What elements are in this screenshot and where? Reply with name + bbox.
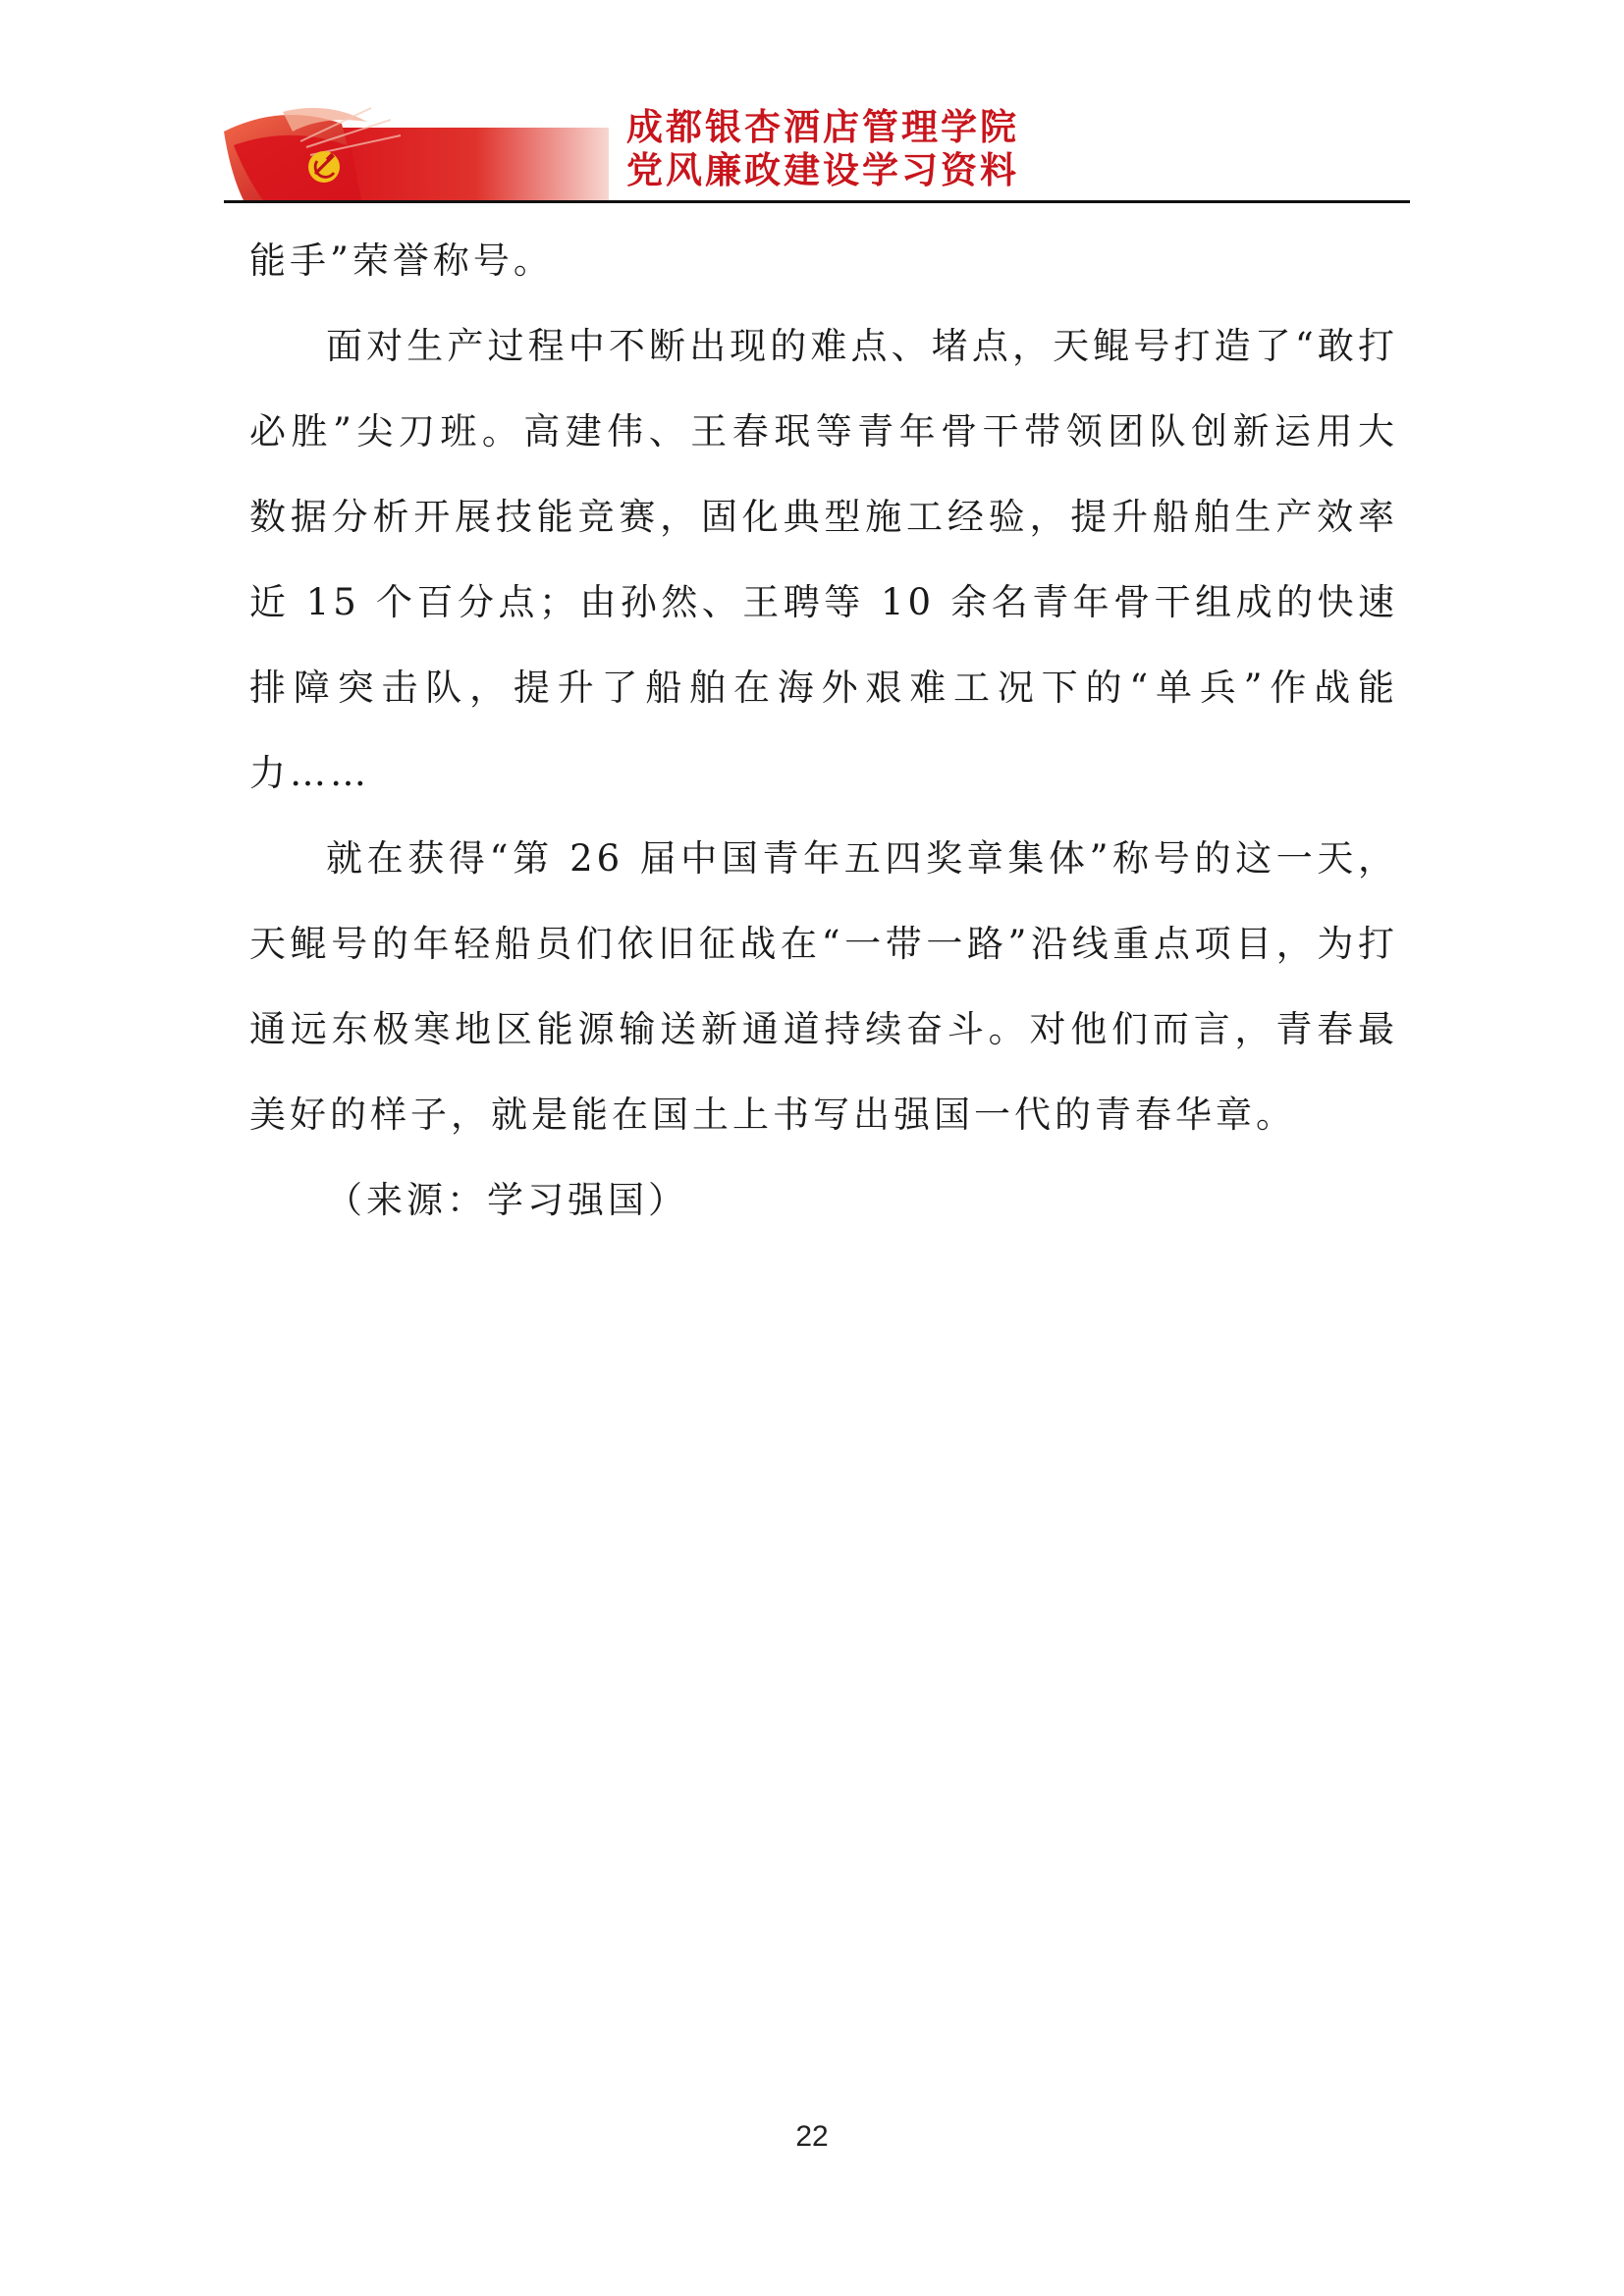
header-titles xyxy=(626,106,1402,192)
header-title-subject: 党风廉政建设学习资料 xyxy=(626,149,1019,191)
paragraph-award-day: 就在获得“第 26 届中国青年五四奖章集体”称号的这一天，天鲲号的年轻船员们依旧征战在“一带一路”沿线重点项目，为打通远东极寒地区能源输送新通道持续奋斗。对他们而言，青春最美好的样子，就是能在国土上书写出强国一代的青春华章。 xyxy=(249,837,1398,1136)
article-body xyxy=(249,218,1398,1243)
paragraph-team-achievements: 面对生产过程中不断出现的难点、堵点，天鲲号打造了“敢打必胜”尖刀班。高建伟、王春珉等青年骨干带领团队创新运用大数据分析开展技能竞赛，固化典型施工经验，提升船舶生产效率近 15 个百分点；由孙然、王聘等 10 余名青年骨干组成的快速排障突击队，提升了船舶在海外艰难工况下的“单兵”作战能力…… xyxy=(249,325,1398,794)
header-rule xyxy=(224,200,1410,203)
page-header xyxy=(224,94,1410,204)
paragraph-source: （来源：学习强国） xyxy=(326,1179,688,1221)
paragraph-continuation: 能手”荣誉称号。 xyxy=(249,240,554,282)
party-emblem-icon xyxy=(224,102,609,200)
page-number: 22 xyxy=(795,2120,829,2153)
header-title-institution: 成都银杏酒店管理学院 xyxy=(626,106,1019,148)
